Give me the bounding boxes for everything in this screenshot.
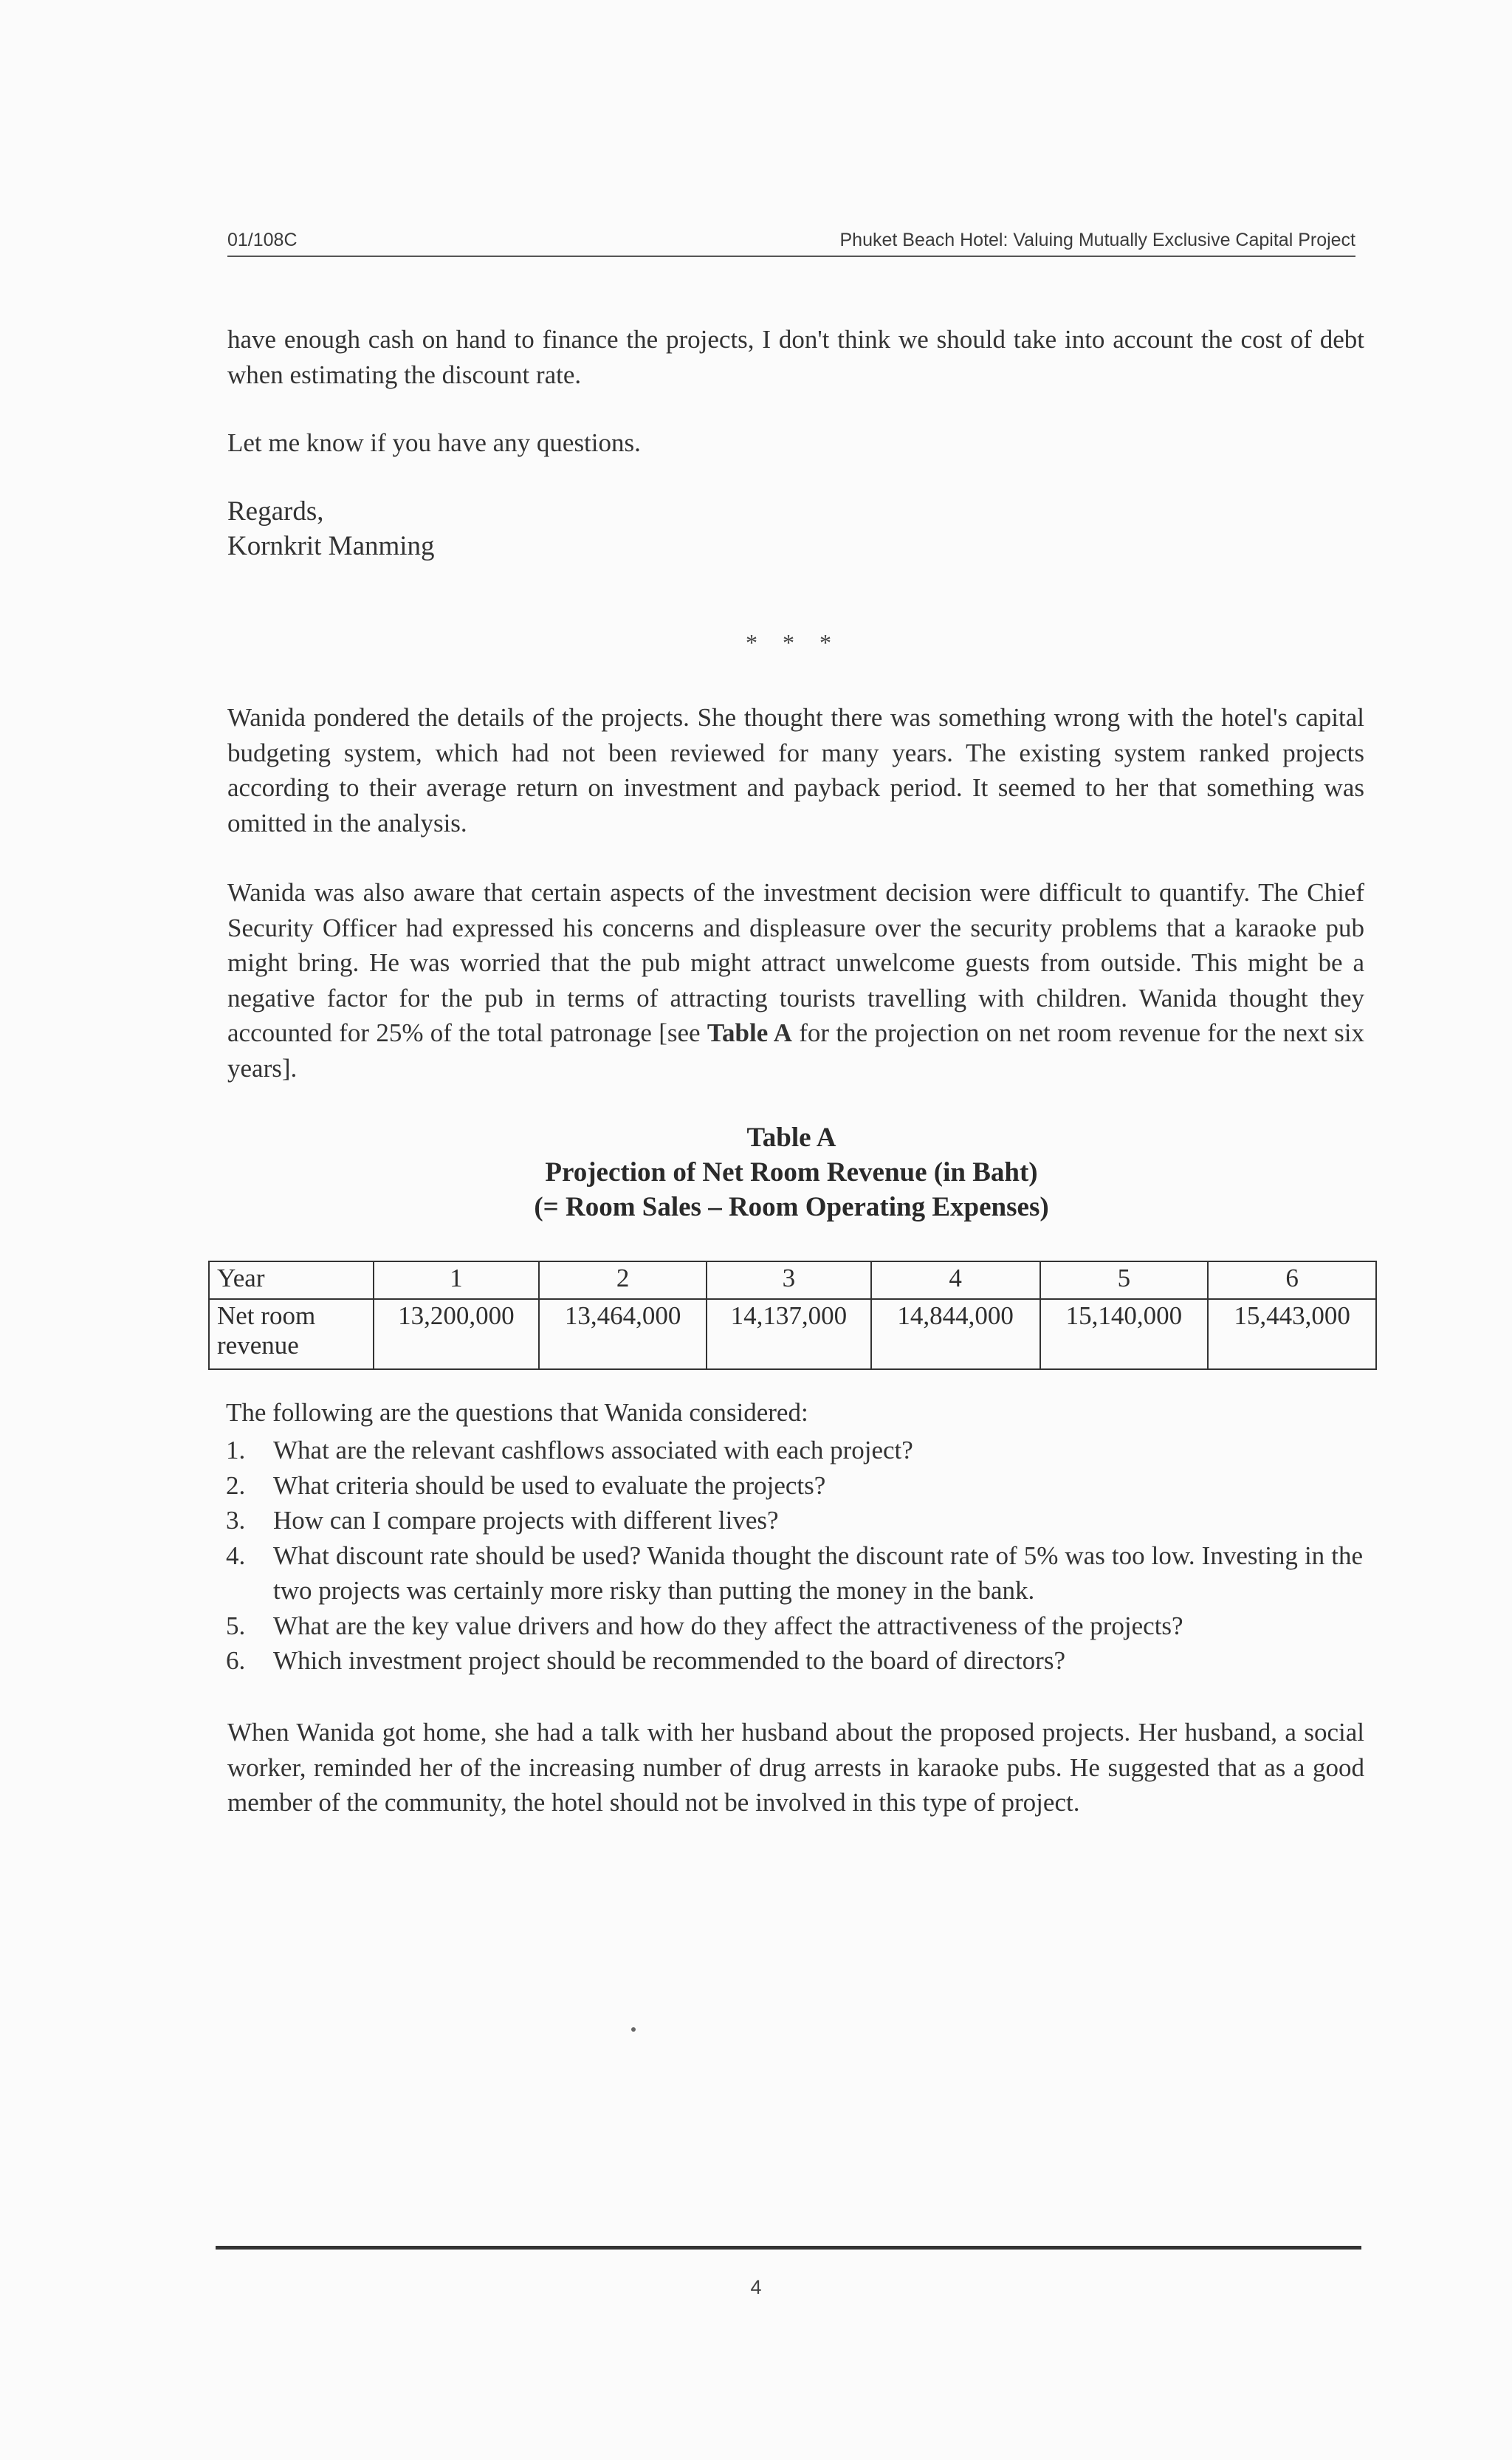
question-number: 2.	[226, 1470, 246, 1500]
question-text: What criteria should be used to evaluate the projects?	[273, 1470, 826, 1500]
table-reference: Table A	[707, 1018, 792, 1047]
letter-closing: Regards,	[227, 496, 324, 527]
page-number: 4	[750, 2276, 762, 2298]
question-text: What are the key value drivers and how do they affect the attractiveness of the projects?	[273, 1611, 1183, 1640]
page-header	[227, 226, 1355, 257]
body-paragraph-2-text-b: for the projection on net room revenue for the next six years].	[227, 1018, 1365, 1083]
year-cell: 5	[1040, 1261, 1209, 1299]
revenue-cell: 13,200,000	[374, 1299, 540, 1369]
question-number: 6.	[226, 1646, 246, 1675]
section-separator: * * *	[746, 629, 831, 656]
year-cell: 6	[1208, 1261, 1376, 1299]
body-paragraph-2-text-a: Wanida was also aware that certain aspects of the investment decision were difficult to quantify. The Chief Security Officer had expressed his concerns and displeasure over the security problems that a karaoke pub might bring. He was worried that the pub might attract unwelcome guests from outside. This might be a negative factor for the pub in terms of attracting tourists travelling with children. Wanida thought they accounted for 25% of the total patronage [see	[227, 878, 1364, 1047]
year-cell: 2	[539, 1261, 707, 1299]
table-caption-title: Table A	[746, 1123, 836, 1153]
questions-intro: The following are the questions that Wanida considered:	[226, 1398, 808, 1427]
revenue-header-cell	[209, 1299, 374, 1369]
revenue-label-line-2: revenue	[217, 1330, 299, 1360]
table-caption-formula: (= Room Sales – Room Operating Expenses)	[534, 1192, 1049, 1222]
running-title: Phuket Beach Hotel: Valuing Mutually Exclusive Capital Project	[839, 230, 1355, 250]
question-item	[226, 1538, 1363, 1608]
letter-paragraph-2: Let me know if you have any questions.	[227, 428, 641, 457]
question-text: Which investment project should be recommended to the board of directors?	[273, 1646, 1065, 1675]
question-item	[226, 1608, 1363, 1644]
scan-speck	[631, 2027, 636, 2032]
closing-paragraph: When Wanida got home, she had a talk with her husband about the proposed projects. Her husband, a social worker, reminded her of the increasing number of drug arrests in karaoke pubs. He suggested that as a good member of the community, the hotel should not be involved in this type of project.	[227, 1718, 1364, 1817]
question-item	[226, 1433, 1363, 1468]
question-item	[226, 1468, 1363, 1504]
revenue-cell: 13,464,000	[539, 1299, 707, 1369]
revenue-cell: 14,844,000	[871, 1299, 1040, 1369]
question-number: 3.	[226, 1506, 246, 1535]
revenue-cell: 14,137,000	[707, 1299, 871, 1369]
year-header-cell: Year	[209, 1261, 374, 1299]
revenue-cell: 15,443,000	[1208, 1299, 1376, 1369]
question-text: What discount rate should be used? Wanida thought the discount rate of 5% was too low. Investing in the two projects was certainly more risky than putting the money in the bank.	[273, 1541, 1363, 1605]
question-number: 5.	[226, 1611, 246, 1640]
revenue-label-line-1	[217, 1301, 365, 1331]
table-caption-subtitle: Projection of Net Room Revenue (in Baht)	[545, 1157, 1038, 1188]
net-room-revenue-table	[208, 1261, 1377, 1370]
table-row-year	[209, 1261, 1376, 1299]
letter-signature: Kornkrit Manming	[227, 531, 435, 561]
question-number: 1.	[226, 1436, 246, 1464]
document-code: 01/108C	[227, 230, 298, 250]
year-cell: 4	[871, 1261, 1040, 1299]
year-cell: 1	[374, 1261, 540, 1299]
question-text: How can I compare projects with different lives?	[273, 1506, 779, 1535]
question-item	[226, 1643, 1363, 1679]
revenue-cell: 15,140,000	[1040, 1299, 1209, 1369]
revenue-label-1: Net room	[217, 1301, 316, 1330]
letter-paragraph-1: have enough cash on hand to finance the projects, I don't think we should take into account the cost of debt when estimating the discount rate.	[227, 325, 1364, 389]
question-number: 4.	[226, 1541, 246, 1570]
question-text: What are the relevant cashflows associated with each project?	[273, 1436, 913, 1464]
year-cell: 3	[707, 1261, 871, 1299]
question-item	[226, 1503, 1363, 1538]
questions-list	[226, 1433, 1363, 1679]
footer-rule	[216, 2246, 1361, 2250]
body-paragraph-2	[227, 875, 1364, 1086]
body-paragraph-1: Wanida pondered the details of the projects. She thought there was something wrong with the hotel's capital budgeting system, which had not been reviewed for many years. The existing system ranked projects according to their average return on investment and payback period. It seemed to her that something was omitted in the analysis.	[227, 703, 1364, 837]
table-row-revenue	[209, 1299, 1376, 1369]
